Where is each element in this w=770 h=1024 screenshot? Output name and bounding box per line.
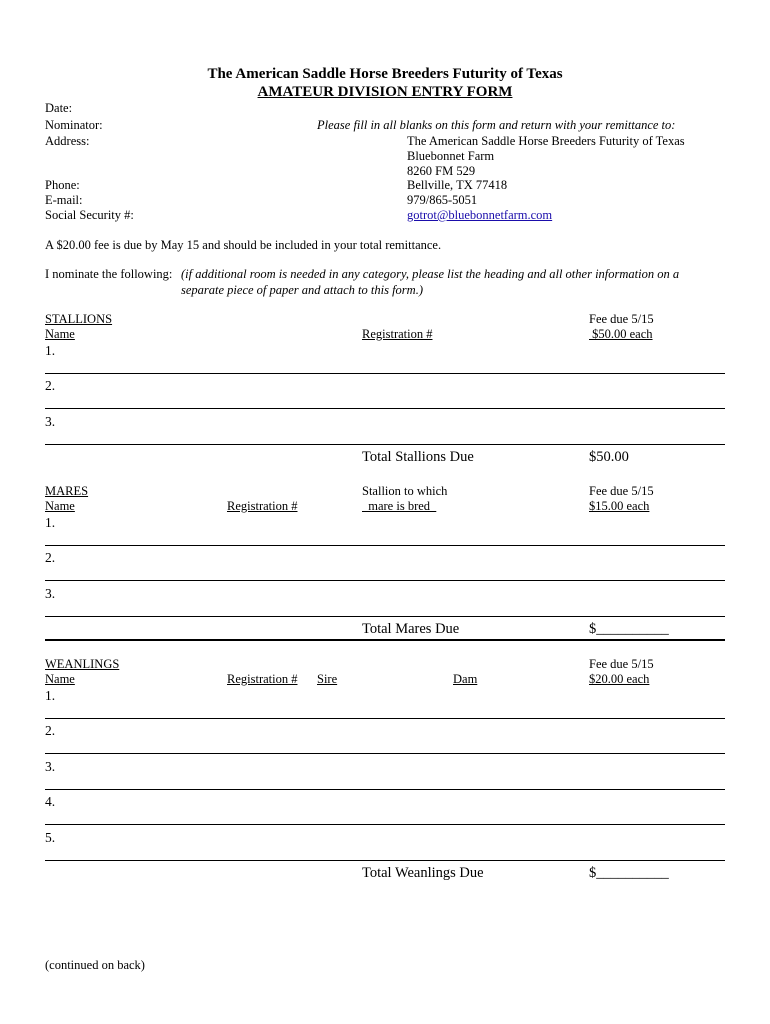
- stallion-row-number: 3.: [45, 414, 56, 429]
- weanling-row-line[interactable]: [45, 753, 725, 754]
- remittance-city: Bellville, TX 77418: [407, 178, 508, 192]
- stallions-total-label: Total Stallions Due: [362, 449, 474, 465]
- stallions-name-col: Name: [45, 327, 75, 341]
- weanling-row-line[interactable]: [45, 860, 725, 861]
- remittance-farm: Bluebonnet Farm: [407, 149, 495, 163]
- weanlings-fee-line1: Fee due 5/15: [589, 657, 654, 671]
- mares-stallion-col-line1: Stallion to which: [362, 484, 448, 498]
- remittance-street: 8260 FM 529: [407, 164, 476, 178]
- stallion-row-number: 1.: [45, 343, 56, 358]
- weanling-row-number: 2.: [45, 723, 56, 738]
- mares-name-col: Name: [45, 499, 75, 513]
- weanlings-fee-line2: $20.00 each: [589, 672, 650, 686]
- stallions-heading: STALLIONS: [45, 312, 113, 326]
- mare-row-line[interactable]: [45, 616, 725, 617]
- email-label: E-mail:: [45, 193, 83, 207]
- continued-note: (continued on back): [45, 958, 145, 972]
- mare-row-number: 3.: [45, 586, 56, 601]
- stallions-fee-line2: $50.00 each: [589, 327, 653, 341]
- stallion-row-line[interactable]: [45, 444, 725, 445]
- weanlings-name-col: Name: [45, 672, 75, 686]
- mare-row-line[interactable]: [45, 545, 725, 546]
- weanlings-dam-col: Dam: [453, 672, 478, 686]
- mares-fee-line2: $15.00 each: [589, 499, 650, 513]
- stallion-row-number: 2.: [45, 378, 56, 393]
- mares-reg-col: Registration #: [227, 499, 298, 513]
- date-label: Date:: [45, 101, 73, 115]
- remittance-org: The American Saddle Horse Breeders Futurity of Texas: [407, 134, 685, 148]
- form-subtitle: AMATEUR DIVISION ENTRY FORM: [257, 84, 513, 100]
- ssn-label: Social Security #:: [45, 208, 134, 222]
- mares-stallion-col-line2: mare is bred: [362, 499, 437, 513]
- fee-notice: A $20.00 fee is due by May 15 and should be included in your total remittance.: [45, 238, 442, 252]
- address-label: Address:: [45, 134, 90, 148]
- weanling-row-line[interactable]: [45, 718, 725, 719]
- remittance-instruction: Please fill in all blanks on this form and return with your remittance to:: [317, 118, 676, 132]
- nominate-note-line2: separate piece of paper and attach to this form.): [181, 283, 423, 297]
- weanlings-sire-col: Sire: [317, 672, 338, 686]
- weanlings-heading: WEANLINGS: [45, 657, 120, 671]
- weanling-row-number: 4.: [45, 794, 56, 809]
- stallions-reg-col: Registration #: [362, 327, 433, 341]
- weanling-row-number: 5.: [45, 830, 56, 845]
- nominate-note-line1: (if additional room is needed in any category, please list the heading and all other information on a: [181, 267, 680, 281]
- nominate-lead: I nominate the following:: [45, 267, 173, 281]
- weanlings-total-value: $__________: [589, 865, 669, 881]
- stallion-row-line[interactable]: [45, 373, 725, 374]
- mares-total-value: $__________: [589, 621, 669, 637]
- mare-row-number: 1.: [45, 515, 56, 530]
- weanlings-total-label: Total Weanlings Due: [362, 865, 484, 881]
- weanlings-reg-col: Registration #: [227, 672, 298, 686]
- remittance-email-link[interactable]: gotrot@bluebonnetfarm.com: [407, 208, 553, 222]
- stallions-total-value: $50.00: [589, 449, 629, 465]
- mare-row-number: 2.: [45, 550, 56, 565]
- mares-section-divider: [45, 639, 725, 641]
- weanling-row-line[interactable]: [45, 824, 725, 825]
- mare-row-line[interactable]: [45, 580, 725, 581]
- weanling-row-number: 1.: [45, 688, 56, 703]
- weanling-row-line[interactable]: [45, 789, 725, 790]
- stallion-row-line[interactable]: [45, 408, 725, 409]
- nominator-label: Nominator:: [45, 118, 103, 132]
- mares-heading: MARES: [45, 484, 89, 498]
- phone-label: Phone:: [45, 178, 80, 192]
- weanling-row-number: 3.: [45, 759, 56, 774]
- remittance-phone: 979/865-5051: [407, 193, 478, 207]
- mares-fee-line1: Fee due 5/15: [589, 484, 654, 498]
- mares-total-label: Total Mares Due: [362, 621, 460, 637]
- form-title: The American Saddle Horse Breeders Futurity of Texas: [207, 66, 563, 82]
- stallions-fee-line1: Fee due 5/15: [589, 312, 654, 326]
